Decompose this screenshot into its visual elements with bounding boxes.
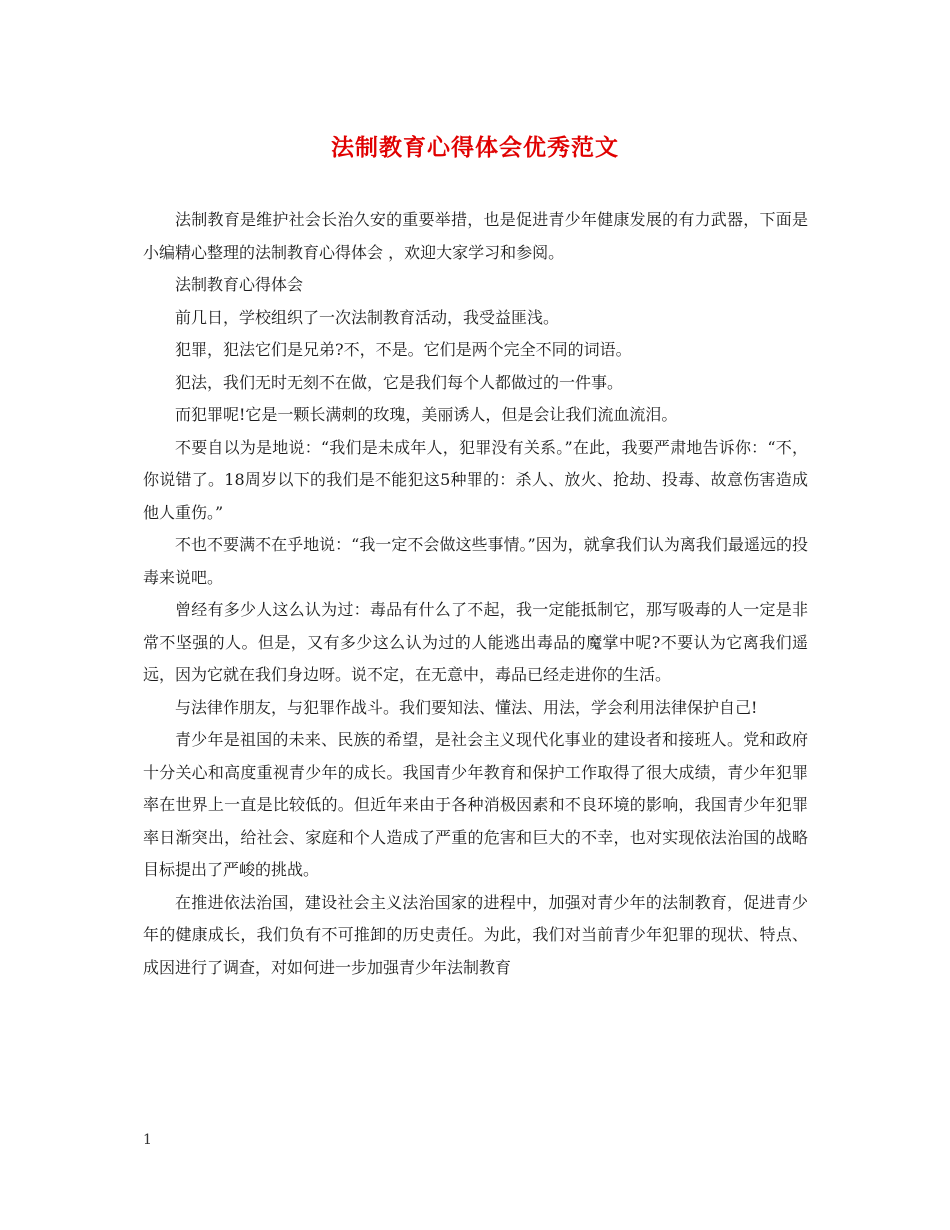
paragraph: 青少年是祖国的未来、民族的希望，是社会主义现代化事业的建设者和接班人。党和政府十分关心和高度重视青少年的成长。我国青少年教育和保护工作取得了很大成绩，青少年犯罪率在世界上一直是比较低的。但近年来由于各种消极因素和不良环境的影响，我国青少年犯罪率日渐突出，给社会、家庭和个人造成了严重的危害和巨大的不幸，也对实现依法治国的战略目标提出了严峻的挑战。 [143, 730, 808, 879]
paragraph-intro: 法制教育是维护社会长治久安的重要举措，也是促进青少年健康发展的有力武器，下面是小编精心整理的法制教育心得体会 ，欢迎大家学习和参阅。 [143, 210, 808, 262]
document-body [143, 204, 808, 984]
paragraph: 不也不要满不在乎地说：“我一定不会做这些事情。”因为，就拿我们认为离我们最遥远的投毒来说吧。 [143, 535, 808, 587]
paragraph: 与法律作朋友，与犯罪作战斗。我们要知法、懂法、用法，学会利用法律保护自己! [175, 697, 758, 717]
paragraph: 不要自以为是地说：“我们是未成年人，犯罪没有关系。”在此，我要严肃地告诉你：“不，你说错了。18周岁以下的我们是不能犯这5种罪的：杀人、放火、抢劫、投毒、故意伤害造成他人重伤。” [143, 437, 808, 522]
paragraph: 而犯罪呢!它是一颗长满刺的玫瑰，美丽诱人，但是会让我们流血流泪。 [175, 405, 678, 424]
paragraph: 犯罪，犯法它们是兄弟?不，不是。它们是两个完全不同的词语。 [175, 340, 632, 359]
paragraph: 在推进依法治国，建设社会主义法治国家的进程中，加强对青少年的法制教育，促进青少年的健康成长，我们负有不可推卸的历史责任。为此，我们对当前青少年犯罪的现状、特点、成因进行了调查，对如何进一步加强青少年法制教育 [143, 892, 808, 977]
paragraph: 犯法，我们无时无刻不在做，它是我们每个人都做过的一件事。 [175, 372, 624, 392]
document-title: 法制教育心得体会优秀范文 [331, 134, 619, 161]
paragraph: 曾经有多少人这么认为过：毒品有什么了不起，我一定能抵制它，那写吸毒的人一定是非常不坚强的人。但是，又有多少这么认为过的人能逃出毒品的魔掌中呢?不要认为它离我们遥远，因为它就在我们身边呀。说不定，在无意中，毒品已经走进你的生活。 [143, 600, 808, 684]
page-number: 1 [143, 1132, 152, 1148]
paragraph: 前几日，学校组织了一次法制教育活动，我受益匪浅。 [175, 307, 560, 327]
paragraph-heading: 法制教育心得体会 [175, 275, 304, 294]
